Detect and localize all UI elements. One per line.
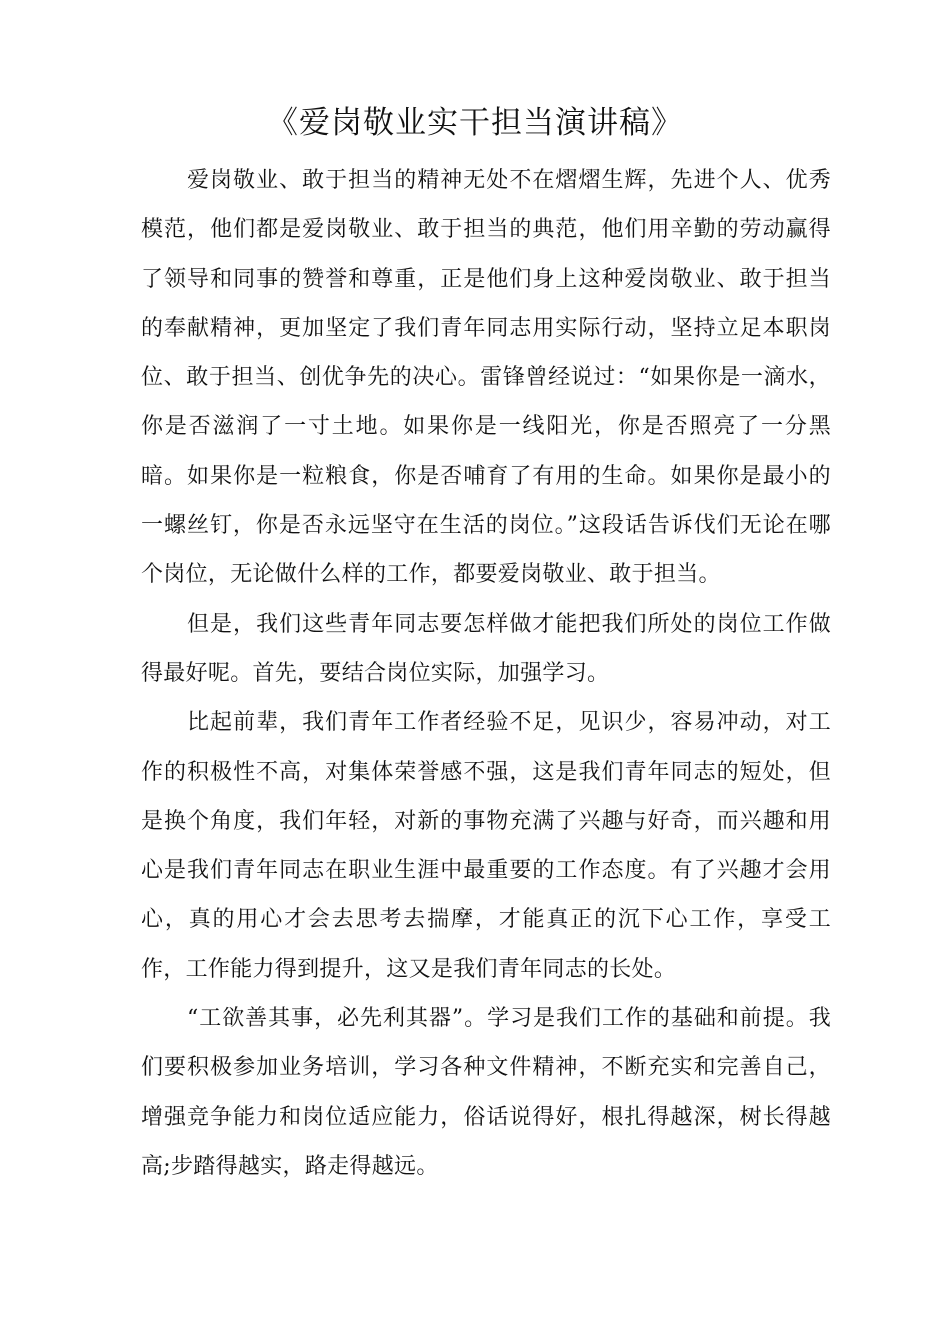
- document-title: 《爱岗敬业实干担当演讲稿》: [267, 105, 683, 141]
- paragraph-4: “工欲善其事，必先利其器”。学习是我们工作的基础和前提。我们要积极参加业务培训，学习各种文件精神，不断充实和完善自己，增强竞争能力和岗位适应能力，俗话说得好，根扎得越深，树长得越高;步踏得越实，路走得越远。: [141, 1006, 831, 1179]
- document-body: [141, 156, 831, 1191]
- paragraph-3: 比起前辈，我们青年工作者经验不足，见识少，容易冲动，对工作的积极性不高，对集体荣誉感不强，这是我们青年同志的短处，但是换个角度，我们年轻，对新的事物充满了兴趣与好奇，而兴趣和用心是我们青年同志在职业生涯中最重要的工作态度。有了兴趣才会用心，真的用心才会去思考去揣摩，才能真正的沉下心工作，享受工作，工作能力得到提升，这又是我们青年同志的长处。: [141, 710, 831, 982]
- paragraph-1: 爱岗敬业、敢于担当的精神无处不在熠熠生辉，先进个人、优秀模范，他们都是爱岗敬业、敢于担当的典范，他们用辛勤的劳动赢得了领导和同事的赞誉和尊重，正是他们身上这种爱岗敬业、敢于担当的奉献精神，更加坚定了我们青年同志用实际行动，坚持立足本职岗位、敢于担当、创优争先的决心。雷锋曾经说过：“如果你是一滴水，你是否滋润了一寸土地。如果你是一线阳光，你是否照亮了一分黑暗。如果你是一粒粮食，你是否哺育了有用的生命。如果你是最小的一螺丝钉，你是否永远坚守在生活的岗位。”这段话告诉伐们无论在哪个岗位，无论做什么样的工作，都要爱岗敬业、敢于担当。: [141, 168, 831, 588]
- paragraph-2: 但是，我们这些青年同志要怎样做才能把我们所处的岗位工作做得最好呢。首先，要结合岗位实际，加强学习。: [141, 611, 831, 686]
